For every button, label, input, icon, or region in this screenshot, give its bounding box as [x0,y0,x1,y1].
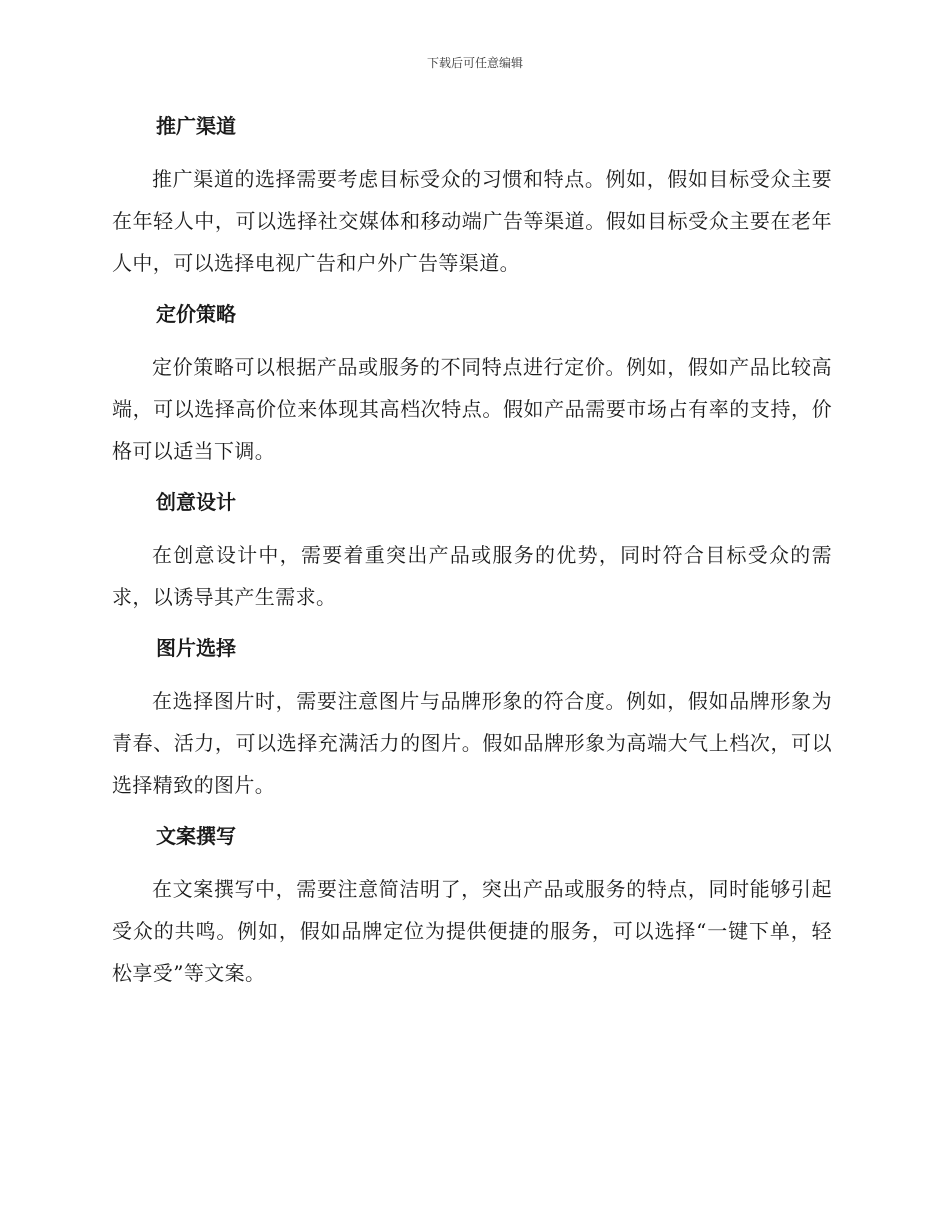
section-creative-design [112,486,832,618]
section-paragraph: 在选择图片时，需要注意图片与品牌形象的符合度。例如，假如品牌形象为青春、活力，可以选择充满活力的图片。假如品牌形象为高端大气上档次，可以选择精致的图片。 [112,689,832,797]
section-heading: 图片选择 [156,636,236,660]
section-paragraph: 在创意设计中，需要着重突出产品或服务的优势，同时符合目标受众的需求，以诱导其产生需求。 [112,543,832,609]
section-image-selection [112,632,832,806]
section-promotion-channels [112,110,832,284]
section-paragraph: 在文案撰写中，需要注意简洁明了，突出产品或服务的特点，同时能够引起受众的共鸣。例如，假如品牌定位为提供便捷的服务，可以选择“一键下单，轻松享受”等文案。 [112,877,832,985]
section-heading: 创意设计 [156,490,236,514]
section-paragraph: 推广渠道的选择需要考虑目标受众的习惯和特点。例如，假如目标受众主要在年轻人中，可以选择社交媒体和移动端广告等渠道。假如目标受众主要在老年人中，可以选择电视广告和户外广告等渠道。 [112,167,832,275]
header-note: 下载后可任意编辑 [426,56,523,70]
section-heading: 推广渠道 [156,114,236,138]
section-pricing-strategy [112,298,832,472]
section-heading: 文案撰写 [156,824,236,848]
section-paragraph: 定价策略可以根据产品或服务的不同特点进行定价。例如，假如产品比较高端，可以选择高价位来体现其高档次特点。假如产品需要市场占有率的支持，价格可以适当下调。 [112,355,832,463]
section-heading: 定价策略 [156,302,236,326]
section-copywriting [112,820,832,994]
document-body [112,110,832,1008]
